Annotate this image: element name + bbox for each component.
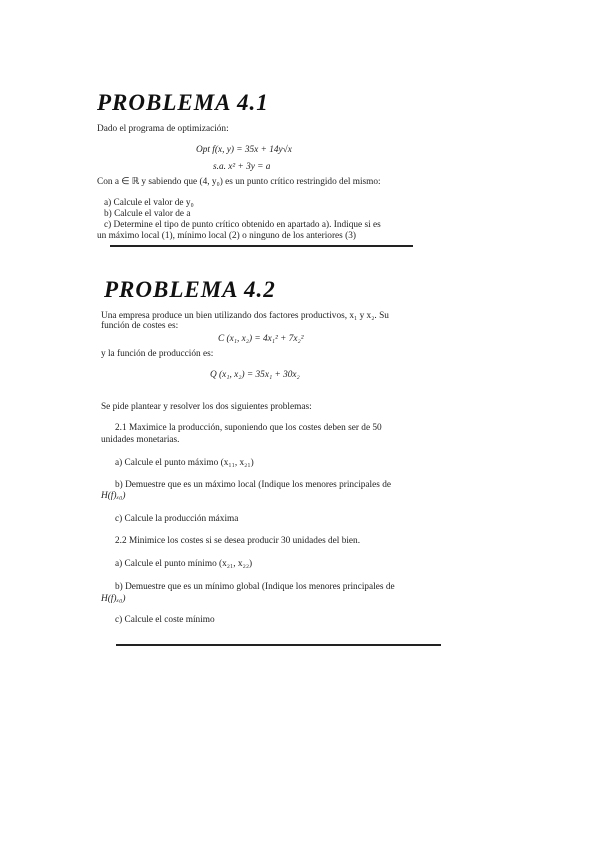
s22-item-a: a) Calcule el punto mínimo (x₂₁, x₂₂) [115, 559, 253, 569]
p41-item-a: a) Calcule el valor de y₀ [104, 198, 194, 208]
s22-heading: 2.2 Minimice los costes si se desea producir 30 unidades del bien. [115, 536, 361, 546]
problem-4-2-title: PROBLEMA 4.2 [104, 277, 276, 302]
p41-item-b: b) Calcule el valor de a [104, 209, 191, 219]
production-function: Q (x₁, x₂) = 35x₁ + 30x₂ [210, 370, 300, 380]
s22-item-b: b) Demuestre que es un mínimo global (Indique los menores principales de [115, 582, 395, 592]
p41-item-c: c) Determine el tipo de punto crítico obtenido en apartado a). Indique si es [104, 220, 381, 230]
s22-item-b-hessian: H(f)ₓ₀) [101, 594, 126, 604]
p41-condition: Con a ∈ ℝ y sabiendo que (4, y₀) es un punto crítico restringido del mismo: [97, 177, 381, 187]
p41-constraint: s.a. x² + 3y = a [213, 162, 271, 172]
s22-item-c: c) Calcule el coste mínimo [115, 615, 215, 625]
p42-ask: Se pide plantear y resolver los dos siguientes problemas: [101, 402, 312, 412]
p41-intro: Dado el programa de optimización: [97, 124, 229, 134]
s21-item-b: b) Demuestre que es un máximo local (Indique los menores principales de [115, 480, 391, 490]
s21-item-b-hessian: H(f)ₓ₀) [101, 491, 126, 501]
p42-prod-intro: y la función de producción es: [101, 349, 214, 359]
cost-function: C (x₁, x₂) = 4x₁² + 7x₂² [218, 334, 304, 344]
s21-item-c: c) Calcule la producción máxima [115, 514, 239, 524]
p42-intro-2: función de costes es: [101, 321, 179, 331]
p42-intro-1: Una empresa produce un bien utilizando dos factores productivos, x₁ y x₂. Su [101, 311, 389, 321]
s21-line-2: unidades monetarias. [101, 435, 180, 445]
divider [110, 245, 413, 247]
problem-4-1-title: PROBLEMA 4.1 [97, 90, 269, 115]
s21-item-a: a) Calcule el punto máximo (x₁₁, x₂₁) [115, 458, 254, 468]
s21-line-1: 2.1 Maximice la producción, suponiendo que los costes deben ser de 50 [115, 423, 382, 433]
p41-objective: Opt f(x, y) = 35x + 14y√x [196, 145, 292, 155]
divider [116, 644, 441, 646]
p41-item-c-cont: un máximo local (1), mínimo local (2) o ninguno de los anteriores (3) [97, 231, 356, 241]
